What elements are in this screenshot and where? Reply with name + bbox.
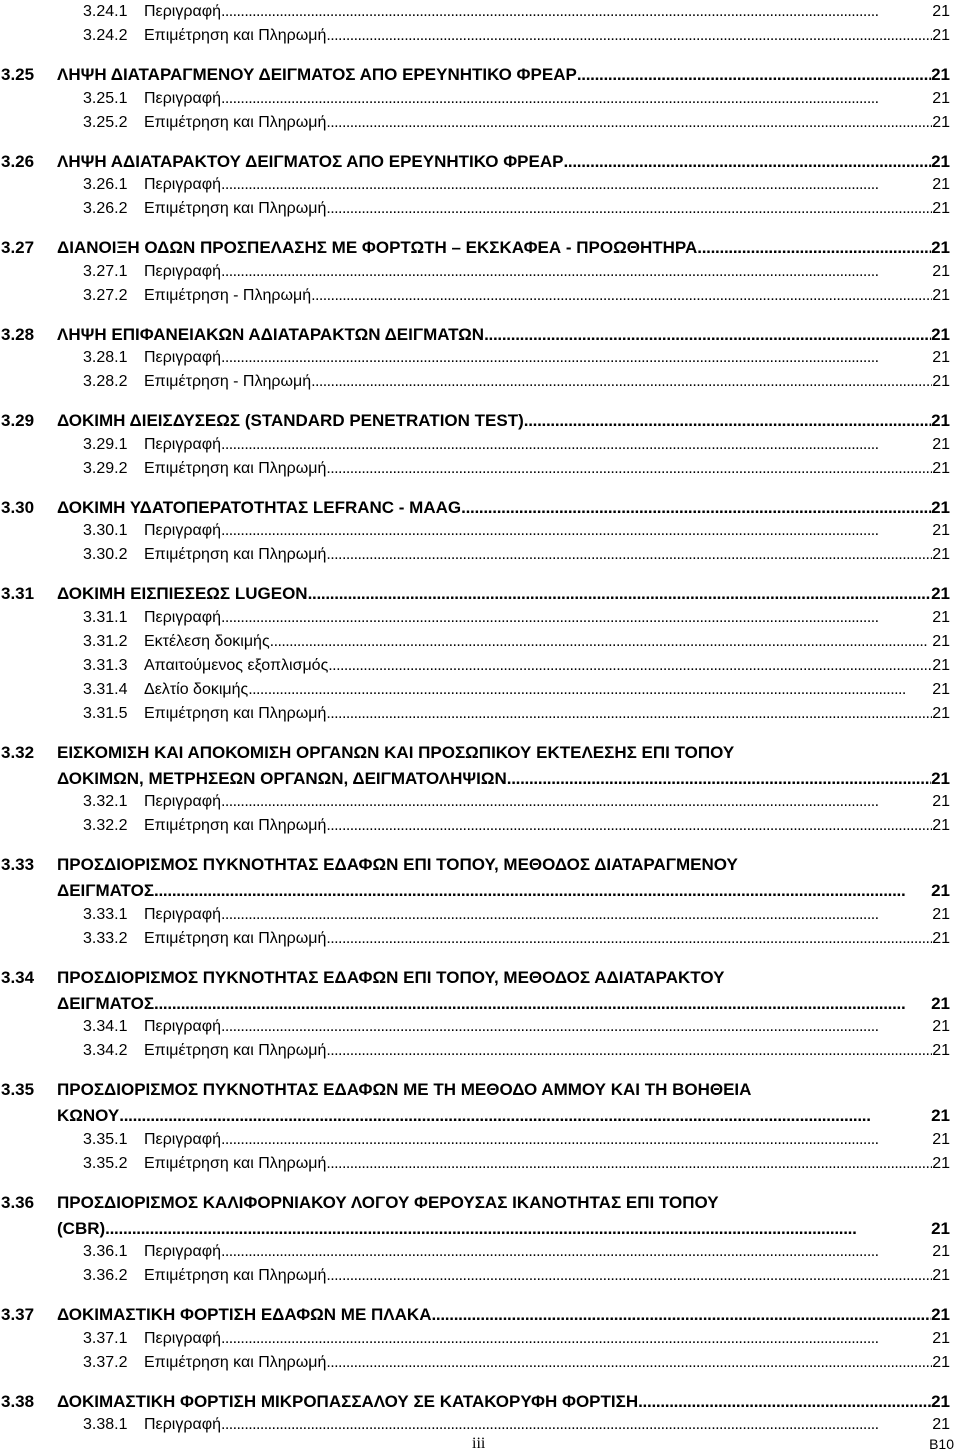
toc-leader-dots [221, 522, 932, 540]
toc-entry-title: ΠΡΟΣΔΙΟΡΙΣΜΟΣ ΠΥΚΝΟΤΗΤΑΣ ΕΔΑΦΩΝ ΕΠΙ ΤΟΠΟΥ, ΜΕΘΟΔΟΣ ΔΙΑΤΑΡΑΓΜΕΝΟΥ [57, 855, 738, 874]
toc-entry-number: 3.31.2 [83, 632, 128, 650]
toc-subsection-entry[interactable] [0, 200, 960, 224]
toc-entry-number: 3.32 [1, 742, 35, 762]
toc-entry-number: 3.31.5 [83, 704, 128, 722]
toc-entry-number: 3.35.2 [83, 1154, 128, 1172]
toc-entry-title: Περιγραφή [144, 522, 221, 539]
toc-entry-number: 3.27.1 [83, 262, 128, 280]
toc-leader-dots [105, 1219, 931, 1239]
toc-subsection-entry[interactable] [0, 349, 960, 373]
toc-entry-title: ΠΡΟΣΔΙΟΡΙΣΜΟΣ ΠΥΚΝΟΤΗΤΑΣ ΕΔΑΦΩΝ ΕΠΙ ΤΟΠΟΥ, ΜΕΘΟΔΟΣ ΑΔΙΑΤΑΡΑΚΤΟΥ [57, 967, 725, 987]
toc-entry-page: 21 [932, 1018, 950, 1035]
toc-leader-dots [638, 1392, 931, 1412]
toc-leader-dots [563, 152, 931, 172]
toc-leader-dots [221, 906, 932, 924]
toc-entry-number: 3.26.1 [83, 176, 128, 193]
toc-entry-page: 21 [932, 1243, 950, 1260]
toc-subsection-entry[interactable] [0, 1018, 960, 1042]
toc-leader-dots [461, 498, 931, 518]
toc-subsection-entry[interactable] [0, 1042, 960, 1066]
toc-entry-number: 3.28.2 [83, 373, 128, 390]
toc-leader-dots [248, 681, 932, 699]
toc-entry-number: 3.24.1 [83, 3, 128, 20]
toc-entry-page: 21 [932, 286, 950, 304]
toc-entry-title: Επιμέτρηση και Πληρωμή [144, 817, 327, 834]
toc-entry-number: 3.29.2 [83, 459, 128, 477]
toc-entry-page: 21 [932, 89, 950, 107]
toc-entry-number: 3.32.1 [83, 793, 128, 810]
toc-section-continuation[interactable] [0, 1106, 960, 1130]
toc-section-entry[interactable] [0, 325, 960, 349]
toc-entry-number: 3.27 [1, 238, 35, 257]
toc-subsection-entry[interactable] [0, 1243, 960, 1267]
toc-entry-page: 21 [931, 1305, 950, 1324]
toc-section-continuation[interactable] [0, 881, 960, 905]
toc-entry-page: 21 [932, 459, 950, 477]
toc-entry-number: 3.26 [1, 151, 35, 171]
toc-entry-number: 3.31.3 [83, 656, 128, 674]
toc-entry-number: 3.24.2 [83, 27, 128, 44]
toc-entry-number: 3.34 [1, 967, 35, 987]
toc-entry-number: 3.30.2 [83, 546, 128, 563]
toc-entry-title: Επιμέτρηση και Πληρωμή [144, 929, 327, 947]
toc-section-continuation[interactable] [0, 1219, 960, 1243]
toc-leader-dots [326, 546, 932, 564]
toc-entry-page: 21 [931, 411, 950, 430]
toc-entry-title: Περιγραφή [144, 905, 221, 923]
toc-entry-title: ΛΗΨΗ ΑΔΙΑΤΑΡΑΚΤΟΥ ΔΕΙΓΜΑΤΟΣ ΑΠΟ ΕΡΕΥΝΗΤΙΚΟ ΦΡΕΑΡ [57, 151, 564, 171]
toc-subsection-entry[interactable] [0, 90, 960, 114]
toc-entry-title: ΔΟΚΙΜΗ ΕΙΣΠΙΕΣΕΩΣ LUGEON [57, 584, 308, 603]
toc-leader-dots [221, 90, 932, 108]
toc-subsection-entry[interactable] [0, 930, 960, 954]
toc-subsection-entry[interactable] [0, 817, 960, 841]
toc-entry-title: Επιμέτρηση - Πληρωμή [144, 286, 312, 304]
toc-entry-title: ΛΗΨΗ ΔΙΑΤΑΡΑΓΜΕΝΟΥ ΔΕΙΓΜΑΤΟΣ ΑΠΟ ΕΡΕΥΝΗΤΙΚΟ ΦΡΕΑΡ [57, 65, 577, 84]
toc-entry-title: Επιμέτρηση - Πληρωμή [144, 373, 312, 390]
toc-subsection-entry[interactable] [0, 657, 960, 681]
toc-leader-dots [326, 27, 932, 45]
toc-subsection-entry[interactable] [0, 1330, 960, 1354]
toc-entry-number: 3.26.2 [83, 200, 128, 217]
toc-entry-page: 21 [932, 522, 950, 539]
toc-entry-number: 3.32.2 [83, 817, 128, 834]
toc-leader-dots [507, 769, 931, 789]
toc-entry-title: ΔΟΚΙΜΗ ΥΔΑΤΟΠΕΡΑΤΟΤΗΤΑΣ LEFRANC - MAAG [57, 497, 462, 517]
toc-entry-page: 21 [931, 324, 950, 344]
toc-entry-number: 3.33.1 [83, 905, 128, 923]
toc-leader-dots [326, 930, 932, 948]
toc-leader-dots [119, 1106, 931, 1126]
toc-leader-dots [221, 1018, 932, 1036]
toc-leader-dots [431, 1305, 931, 1325]
toc-entry-number: 3.35.1 [83, 1130, 128, 1148]
toc-leader-dots [697, 238, 931, 258]
toc-entry-number: 3.37.2 [83, 1353, 128, 1371]
toc-leader-dots [326, 114, 932, 132]
toc-subsection-entry[interactable] [0, 176, 960, 200]
toc-entry-title-continuation: ΚΩΝΟΥ [57, 1106, 120, 1125]
toc-entry-page: 21 [932, 349, 950, 366]
toc-leader-dots [326, 817, 932, 835]
toc-entry-number: 3.28.1 [83, 349, 128, 366]
toc-leader-dots [221, 1131, 932, 1149]
toc-entry-number: 3.34.2 [83, 1042, 128, 1059]
toc-entry-title: ΛΗΨΗ ΕΠΙΦΑΝΕΙΑΚΩΝ ΑΔΙΑΤΑΡΑΚΤΩΝ ΔΕΙΓΜΑΤΩΝ [57, 324, 485, 344]
toc-entry-page: 21 [931, 993, 950, 1013]
toc-entry-number: 3.35 [1, 1080, 35, 1099]
toc-leader-dots [221, 436, 932, 454]
toc-entry-number: 3.25 [1, 65, 35, 84]
toc-subsection-entry[interactable] [0, 373, 960, 397]
toc-entry-title: Απαιτούμενος εξοπλισμός [144, 656, 329, 674]
toc-entry-title: Επιμέτρηση και Πληρωμή [144, 704, 327, 722]
toc-leader-dots [221, 3, 932, 21]
toc-entry-title: Περιγραφή [144, 3, 221, 20]
toc-entry-page: 21 [931, 881, 950, 900]
toc-entry-number: 3.31.1 [83, 608, 128, 626]
toc-subsection-entry[interactable] [0, 436, 960, 460]
toc-entry-title-continuation: ΔΕΙΓΜΑΤΟΣ [57, 881, 155, 900]
toc-leader-dots [326, 1042, 932, 1060]
toc-entry-number: 3.28 [1, 324, 35, 344]
toc-entry-page: 21 [932, 793, 950, 810]
toc-subsection-entry[interactable] [0, 906, 960, 930]
toc-leader-dots [326, 460, 932, 478]
toc-entry-title: Περιγραφή [144, 793, 221, 810]
toc-entry-number: 3.38 [1, 1391, 35, 1411]
toc-leader-dots [221, 609, 932, 627]
toc-leader-dots [221, 793, 932, 811]
toc-subsection-entry[interactable] [0, 793, 960, 817]
toc-subsection-entry[interactable] [0, 546, 960, 570]
toc-leader-dots [270, 633, 933, 651]
toc-subsection-entry[interactable] [0, 263, 960, 287]
toc-section-entry[interactable] [0, 65, 960, 89]
toc-entry-number: 3.36.2 [83, 1267, 128, 1284]
toc-subsection-entry[interactable] [0, 287, 960, 311]
toc-section-continuation[interactable] [0, 994, 960, 1018]
toc-entry-title: Περιγραφή [144, 1018, 221, 1035]
toc-leader-dots [484, 325, 931, 345]
toc-entry-page: 21 [931, 768, 950, 788]
toc-entry-page: 21 [932, 200, 950, 217]
toc-leader-dots [154, 994, 931, 1014]
toc-entry-title: Επιμέτρηση και Πληρωμή [144, 113, 327, 131]
toc-entry-title: Περιγραφή [144, 1243, 221, 1260]
toc-entry-page: 21 [932, 176, 950, 193]
footer-document-code: B10 [929, 1436, 954, 1452]
toc-entry-title: ΠΡΟΣΔΙΟΡΙΣΜΟΣ ΚΑΛΙΦΟΡΝΙΑΚΟΥ ΛΟΓΟΥ ΦΕΡΟΥΣΑΣ ΙΚΑΝΟΤΗΤΑΣ ΕΠΙ ΤΟΠΟΥ [57, 1192, 719, 1212]
toc-entry-page: 21 [932, 1353, 950, 1371]
toc-section-entry[interactable] [0, 238, 960, 262]
toc-subsection-entry[interactable] [0, 3, 960, 27]
toc-section-continuation[interactable] [0, 769, 960, 793]
toc-entry-page: 21 [932, 1042, 950, 1059]
toc-entry-page: 21 [932, 373, 950, 390]
toc-entry-page: 21 [932, 27, 950, 44]
toc-entry-title-continuation: ΔΟΚΙΜΩΝ, ΜΕΤΡΗΣΕΩΝ ΟΡΓΑΝΩΝ, ΔΕΙΓΜΑΤΟΛΗΨΙΩΝ [57, 768, 507, 788]
toc-section-entry[interactable] [0, 1080, 960, 1104]
toc-entry-page: 21 [932, 1267, 950, 1284]
toc-entry-page: 21 [932, 817, 950, 834]
toc-entry-number: 3.25.1 [83, 89, 128, 107]
toc-entry-title: Περιγραφή [144, 608, 221, 626]
toc-entry-number: 3.34.1 [83, 1018, 128, 1035]
toc-entry-title: Περιγραφή [144, 435, 221, 453]
footer-page-number: iii [472, 1435, 486, 1452]
toc-section-entry[interactable] [0, 968, 960, 992]
toc-entry-title: Επιμέτρηση και Πληρωμή [144, 200, 327, 217]
toc-entry-page: 21 [932, 1154, 950, 1172]
toc-subsection-entry[interactable] [0, 609, 960, 633]
toc-entry-title: Περιγραφή [144, 176, 221, 193]
toc-leader-dots [328, 657, 932, 675]
toc-entry-number: 3.37.1 [83, 1329, 128, 1347]
toc-entry-title: Εκτέλεση δοκιμής [144, 632, 270, 650]
toc-entry-page: 21 [932, 1329, 950, 1347]
toc-section-entry[interactable] [0, 411, 960, 435]
toc-leader-dots [524, 411, 931, 431]
toc-entry-page: 21 [932, 656, 950, 674]
toc-section-entry[interactable] [0, 855, 960, 879]
toc-entry-page: 21 [931, 1218, 950, 1238]
toc-entry-page: 21 [932, 435, 950, 453]
toc-subsection-entry[interactable] [0, 1131, 960, 1155]
toc-leader-dots [326, 1267, 932, 1285]
toc-entry-title: Περιγραφή [144, 349, 221, 366]
toc-entry-title: ΔΙΑΝΟΙΞΗ ΟΔΩΝ ΠΡΟΣΠΕΛΑΣΗΣ ΜΕ ΦΟΡΤΩΤΗ – ΕΚΣΚΑΦΕΑ - ΠΡΟΩΘΗΤΗΡΑ [57, 238, 698, 257]
toc-entry-page: 21 [932, 113, 950, 131]
toc-entry-title: ΔΟΚΙΜΗ ΔΙΕΙΣΔΥΣΕΩΣ (STANDARD PENETRATION TEST) [57, 411, 524, 430]
toc-entry-title: Επιμέτρηση και Πληρωμή [144, 546, 327, 563]
toc-entry-page: 21 [931, 1106, 950, 1125]
toc-entry-number: 3.31 [1, 584, 35, 603]
toc-entry-number: 3.30 [1, 497, 35, 517]
toc-entry-number: 3.30.1 [83, 522, 128, 539]
toc-leader-dots [308, 584, 932, 604]
toc-entry-title: Επιμέτρηση και Πληρωμή [144, 1353, 327, 1371]
toc-section-entry[interactable] [0, 743, 960, 767]
toc-leader-dots [577, 65, 931, 85]
toc-section-entry[interactable] [0, 1193, 960, 1217]
toc-entry-page: 21 [931, 584, 950, 603]
toc-entry-page: 21 [932, 1416, 950, 1433]
toc-entry-page: 21 [932, 3, 950, 20]
toc-entry-page: 21 [931, 1391, 950, 1411]
toc-entry-title: ΔΟΚΙΜΑΣΤΙΚΗ ΦΟΡΤΙΣΗ ΜΙΚΡΟΠΑΣΣΑΛΟΥ ΣΕ ΚΑΤΑΚΟΡΥΦΗ ΦΟΡΤΙΣΗ [57, 1391, 639, 1411]
toc-entry-title: Επιμέτρηση και Πληρωμή [144, 459, 327, 477]
toc-entry-page: 21 [931, 238, 950, 257]
toc-leader-dots [221, 176, 932, 194]
toc-entry-page: 21 [931, 65, 950, 84]
toc-entry-number: 3.27.2 [83, 286, 128, 304]
toc-entry-title: Περιγραφή [144, 1130, 221, 1148]
toc-leader-dots [221, 263, 932, 281]
toc-entry-page: 21 [932, 704, 950, 722]
toc-entry-number: 3.36 [1, 1192, 35, 1212]
toc-entry-title: Επιμέτρηση και Πληρωμή [144, 1042, 327, 1059]
toc-subsection-entry[interactable] [0, 1354, 960, 1378]
toc-entry-page: 21 [932, 1130, 950, 1148]
toc-section-entry[interactable] [0, 152, 960, 176]
toc-section-entry[interactable] [0, 1305, 960, 1329]
toc-leader-dots [221, 349, 932, 367]
toc-entry-number: 3.33 [1, 855, 35, 874]
toc-subsection-entry[interactable] [0, 1155, 960, 1179]
toc-entry-title: Επιμέτρηση και Πληρωμή [144, 1154, 327, 1172]
toc-entry-title: Περιγραφή [144, 262, 221, 280]
toc-subsection-entry[interactable] [0, 681, 960, 705]
toc-entry-number: 3.31.4 [83, 680, 128, 698]
toc-entry-number: 3.29.1 [83, 435, 128, 453]
toc-leader-dots [311, 373, 932, 391]
toc-entry-number: 3.25.2 [83, 113, 128, 131]
toc-leader-dots [326, 1155, 932, 1173]
toc-entry-title: Περιγραφή [144, 89, 221, 107]
toc-entry-title: Δελτίο δοκιμής [144, 680, 249, 698]
toc-entry-title: ΔΟΚΙΜΑΣΤΙΚΗ ΦΟΡΤΙΣΗ ΕΔΑΦΩΝ ΜΕ ΠΛΑΚΑ [57, 1305, 432, 1324]
toc-entry-page: 21 [931, 497, 950, 517]
toc-entry-number: 3.29 [1, 411, 35, 430]
toc-entry-page: 21 [932, 929, 950, 947]
toc-subsection-entry[interactable] [0, 114, 960, 138]
toc-entry-page: 21 [932, 905, 950, 923]
toc-entry-title: Περιγραφή [144, 1416, 221, 1433]
toc-leader-dots [326, 1354, 932, 1372]
toc-entry-title: Επιμέτρηση και Πληρωμή [144, 1267, 327, 1284]
toc-entry-number: 3.38.1 [83, 1416, 128, 1433]
toc-section-entry[interactable] [0, 1392, 960, 1416]
toc-entry-title-continuation: ΔΕΙΓΜΑΤΟΣ [57, 993, 155, 1013]
toc-leader-dots [221, 1416, 932, 1434]
toc-subsection-entry[interactable] [0, 27, 960, 51]
toc-leader-dots [154, 881, 931, 901]
toc-leader-dots [326, 200, 932, 218]
toc-subsection-entry[interactable] [0, 633, 960, 657]
toc-subsection-entry[interactable] [0, 1267, 960, 1291]
toc-leader-dots [221, 1243, 932, 1261]
toc-subsection-entry[interactable] [0, 705, 960, 729]
toc-subsection-entry[interactable] [0, 460, 960, 484]
toc-entry-page: 21 [932, 632, 950, 650]
toc-entry-title: Επιμέτρηση και Πληρωμή [144, 27, 327, 44]
toc-entry-page: 21 [932, 680, 950, 698]
toc-leader-dots [326, 705, 932, 723]
toc-entry-page: 21 [932, 608, 950, 626]
toc-entry-title: ΠΡΟΣΔΙΟΡΙΣΜΟΣ ΠΥΚΝΟΤΗΤΑΣ ΕΔΑΦΩΝ ΜΕ ΤΗ ΜΕΘΟΔΟ ΑΜΜΟΥ ΚΑΙ ΤΗ ΒΟΗΘΕΙΑ [57, 1080, 752, 1099]
toc-entry-title: Περιγραφή [144, 1329, 221, 1347]
toc-section-entry[interactable] [0, 584, 960, 608]
toc-section-entry[interactable] [0, 498, 960, 522]
toc-leader-dots [311, 287, 932, 305]
toc-entry-page: 21 [932, 262, 950, 280]
toc-entry-title: ΕΙΣΚΟΜΙΣΗ ΚΑΙ ΑΠΟΚΟΜΙΣΗ ΟΡΓΑΝΩΝ ΚΑΙ ΠΡΟΣΩΠΙΚΟΥ ΕΚΤΕΛΕΣΗΣ ΕΠΙ ΤΟΠΟΥ [57, 742, 735, 762]
toc-subsection-entry[interactable] [0, 522, 960, 546]
toc-entry-page: 21 [931, 151, 950, 171]
toc-entry-number: 3.37 [1, 1305, 35, 1324]
toc-entry-number: 3.33.2 [83, 929, 128, 947]
toc-entry-page: 21 [932, 546, 950, 563]
toc-entry-title-continuation: (CBR) [57, 1218, 106, 1238]
toc-leader-dots [221, 1330, 932, 1348]
toc-entry-number: 3.36.1 [83, 1243, 128, 1260]
